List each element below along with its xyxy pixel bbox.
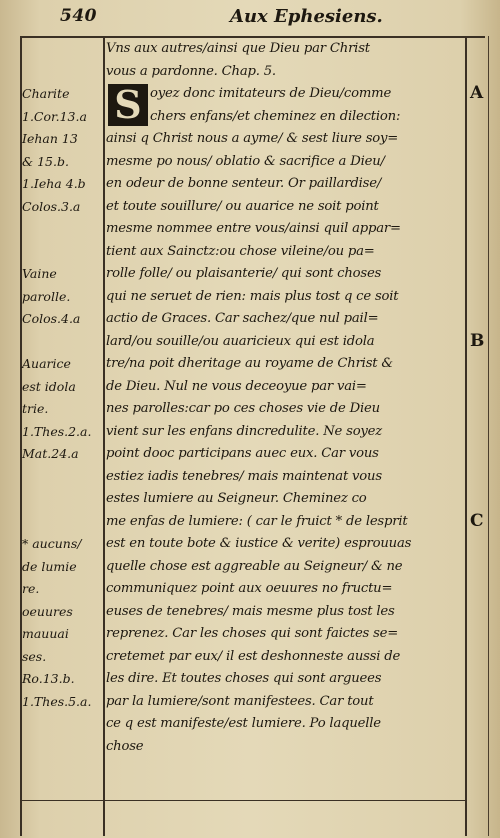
text-line: tre/na poit dheritage au royame de Christ & (106, 356, 393, 371)
margin-note: Iehan 13 (22, 131, 78, 146)
margin-note: Ro.13.b. (22, 671, 75, 686)
margin-note: ses. (22, 648, 47, 664)
margin-note: Auarice (22, 356, 71, 371)
text-line: actio de Graces. Car sachez/que nul pail= (106, 311, 379, 326)
text-line: oyez donc imitateurs de Dieu/comme (150, 86, 392, 101)
text-line: quelle chose est aggreable au Seigneur/ & ne (106, 558, 403, 574)
text-line: communiquez point aux oeuures no fructu= (106, 581, 393, 596)
drop-cap: S (108, 84, 148, 126)
text-line: cretemet par eux/ il est deshonneste aussi de (106, 648, 401, 664)
text-line: reprenez. Car les choses qui sont faictes se= (106, 626, 399, 641)
text-line: Vns aux autres/ainsi que Dieu par Christ (106, 41, 370, 56)
running-title: Aux Ephesiens. (230, 6, 383, 27)
text-line: est en toute bote & iustice & verite) esprouuas (106, 536, 412, 551)
margin-note: 1.Cor.13.a (22, 108, 87, 124)
text-line: chers enfans/et cheminez en dilection: (150, 108, 401, 124)
text-line: mesme po nous/ oblatio & sacrifice a Dieu/ (106, 153, 385, 169)
margin-note: Charite (22, 86, 70, 101)
margin-note: 1.Thes.2.a. (22, 423, 92, 439)
text-line: de Dieu. Nul ne vous deceoyue par vai= (106, 378, 367, 394)
margin-note: * aucuns/ (22, 536, 82, 551)
section-letter: A (470, 83, 484, 103)
frame-right-rule (465, 36, 467, 836)
margin-note: est idola (22, 378, 76, 394)
margin-note: re. (22, 581, 40, 596)
text-line: point dooc participans auec eux. Car vous (106, 446, 379, 461)
text-line: en odeur de bonne senteur. Or paillardise/ (106, 176, 382, 191)
text-line: estes lumiere au Seigneur. Cheminez co (106, 491, 367, 506)
margin-note: Mat.24.a (22, 446, 79, 461)
text-line: vous a pardonne. Chap. 5. (106, 63, 276, 79)
folio-number: 540 (60, 6, 97, 26)
body-text (106, 38, 464, 758)
page-edge-rule (488, 36, 489, 836)
margin-note: Colos.3.a (22, 198, 81, 214)
text-line: ce q est manifeste/est lumiere. Po laquelle (106, 716, 381, 731)
margin-note: de lumie (22, 558, 77, 574)
text-line: les dire. Et toutes choses qui sont arguees (106, 671, 382, 686)
text-line: estiez iadis tenebres/ mais maintenat vous (106, 468, 382, 484)
margin-note: trie. (22, 401, 49, 416)
margin-note: & 15.b. (22, 153, 69, 169)
text-line: vient sur les enfans dincredulite. Ne soyez (106, 423, 383, 439)
margin-note: oeuures (22, 603, 73, 619)
frame-bottom-rule (20, 800, 465, 801)
text-line: tient aux Sainctz:ou chose vileine/ou pa= (106, 243, 375, 259)
text-line: mesme nommee entre vous/ainsi quil appar= (106, 221, 401, 236)
text-line: qui ne seruet de rien: mais plus tost q ce soit (106, 288, 399, 304)
text-line: lard/ou souille/ou auaricieux qui est idola (106, 333, 375, 349)
margin-note: 1.Thes.5.a. (22, 693, 92, 709)
text-line: ainsi q Christ nous a ayme/ & sest liure soy= (106, 131, 399, 146)
margin-note: Colos.4.a (22, 311, 81, 326)
text-line: et toute souillure/ ou auarice ne soit point (106, 198, 379, 214)
text-line: nes parolles:car po ces choses vie de Dieu (106, 401, 380, 416)
margin-note: 1.Ieha 4.b (22, 176, 86, 191)
text-line: chose (106, 738, 144, 754)
section-letter: C (470, 510, 484, 531)
text-line: euses de tenebres/ mais mesme plus tost les (106, 603, 395, 619)
section-letter: B (470, 330, 485, 351)
text-line: rolle folle/ ou plaisanterie/ qui sont choses (106, 266, 382, 281)
margin-note: mauuai (22, 626, 69, 641)
margin-note: parolle. (22, 288, 71, 304)
margin-note: Vaine (22, 266, 57, 281)
text-line: par la lumiere/sont manifestees. Car tout (106, 693, 374, 709)
text-line: me enfas de lumiere: ( car le fruict * de lesprit (106, 513, 408, 529)
